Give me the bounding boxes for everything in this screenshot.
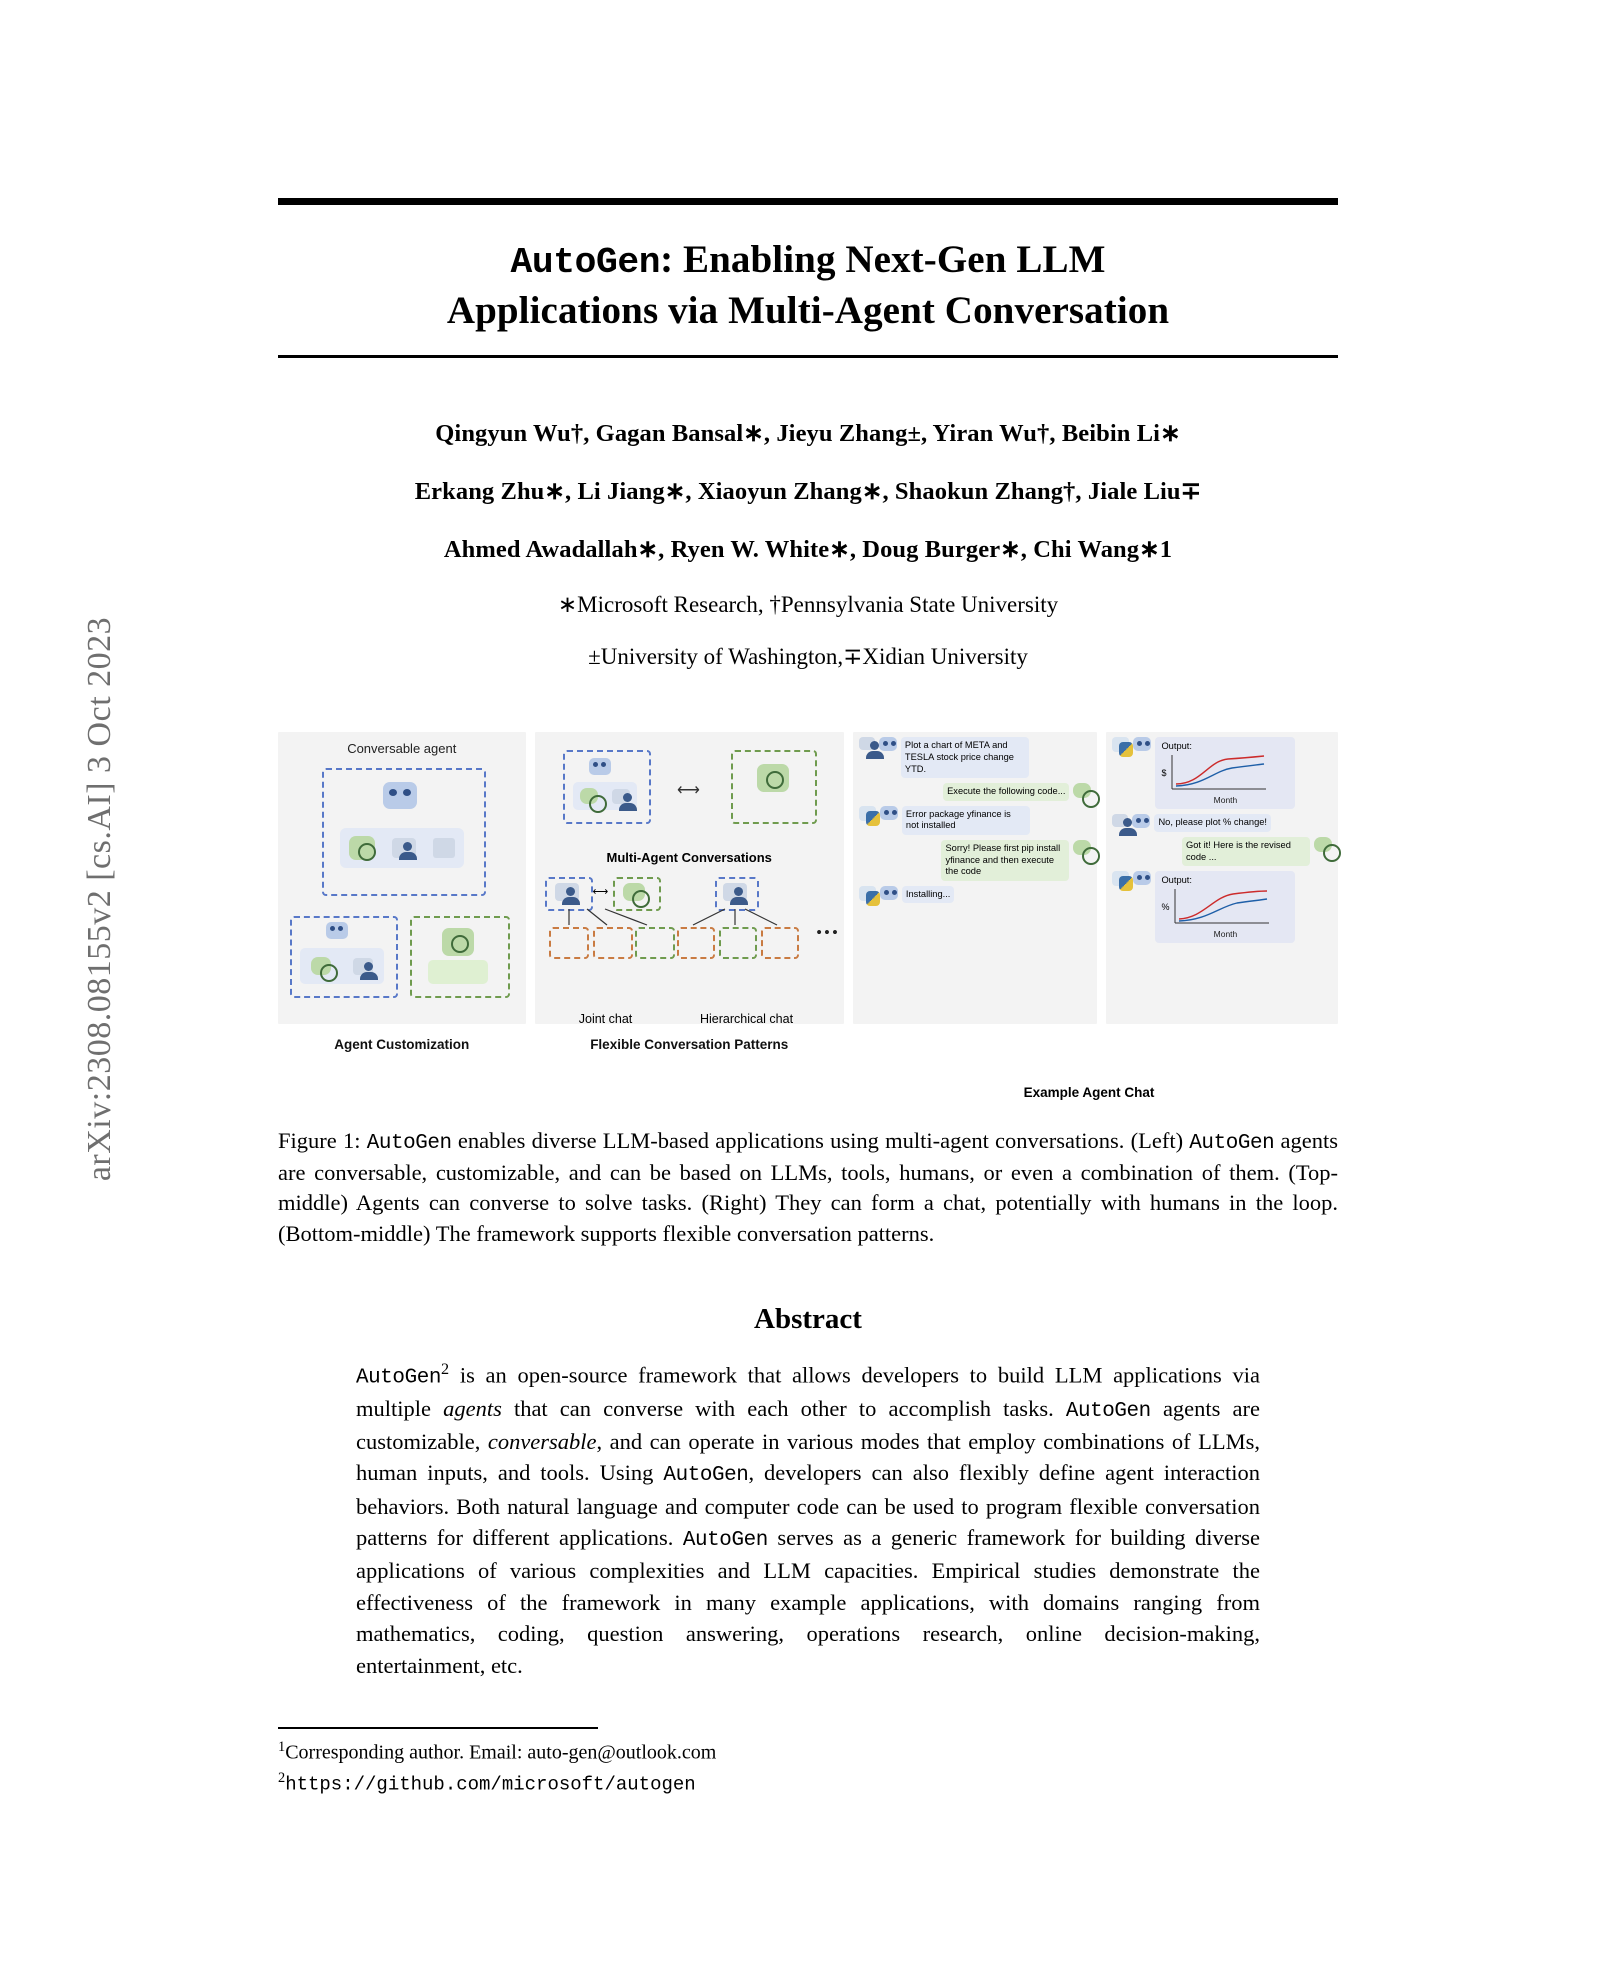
chat-row bbox=[859, 886, 1092, 904]
affiliation-line-1: ∗Microsoft Research, †Pennsylvania State University bbox=[557, 592, 1059, 618]
title-rule-top bbox=[278, 198, 1338, 205]
figure-panel-agent-customization bbox=[278, 732, 526, 1053]
affiliation-line-2: ±University of Washington,∓Xidian University bbox=[588, 644, 1028, 670]
arxiv-stamp: arXiv:2308.08155v2 [cs.AI] 3 Oct 2023 bbox=[81, 616, 118, 1182]
content-column bbox=[278, 0, 1338, 1799]
title-line1-rest: : Enabling Next-Gen LLM bbox=[660, 238, 1106, 281]
page-title bbox=[278, 235, 1338, 336]
x-axis-label: Month bbox=[1213, 795, 1238, 806]
llm-icon-2 bbox=[757, 764, 789, 792]
robot-icon-6 bbox=[880, 886, 898, 900]
panel2-caption: Flexible Conversation Patterns bbox=[590, 1037, 789, 1053]
panel2-title: Multi-Agent Conversations bbox=[606, 850, 772, 866]
panel-right-caption: Example Agent Chat bbox=[1023, 1085, 1155, 1101]
output-label-2: Output: bbox=[1161, 875, 1192, 886]
hierarchical-chat-arrows bbox=[665, 871, 815, 961]
footnote-2 bbox=[278, 1768, 1338, 1799]
footnote-2-marker: 2 bbox=[278, 1769, 286, 1786]
abstract-mono-2: AutoGen bbox=[1065, 1399, 1151, 1423]
hierarchical-chat-label: Hierarchical chat bbox=[699, 1012, 794, 1027]
title-rule-bottom bbox=[278, 355, 1338, 358]
robot-icon-5 bbox=[880, 806, 898, 820]
author-line-2: Erkang Zhu∗, Li Jiang∗, Xiaoyun Zhang∗, Shaokun Zhang†, Jiale Liu∓ bbox=[414, 478, 1202, 506]
abstract-em-1: agents bbox=[443, 1395, 502, 1421]
robot-icon-2 bbox=[326, 922, 348, 944]
figure-caption-text-1: enables diverse LLM-based applications using multi-agent conversations. (Left) bbox=[451, 1128, 1190, 1154]
title-line2: Applications via Multi-Agent Conversation bbox=[446, 289, 1170, 333]
abstract-footnote-marker: 2 bbox=[441, 1359, 450, 1378]
figure-caption-mono-1: AutoGen bbox=[366, 1132, 452, 1156]
output-label: Output: bbox=[1161, 741, 1192, 752]
author-line-1: Qingyun Wu†, Gagan Bansal∗, Jieyu Zhang±, Yiran Wu†, Beibin Li∗ bbox=[435, 420, 1181, 448]
agent-capability-row bbox=[340, 828, 464, 868]
abstract-seg-5: , developers can also flexibly define agent interaction behaviors. Both natural language and computer code can be used to program flexible conversation patterns for different applications. bbox=[356, 1460, 1261, 1551]
x-axis-label-2: Month bbox=[1213, 929, 1238, 940]
llm-icon-6 bbox=[1314, 837, 1332, 852]
user-icon-4 bbox=[1112, 814, 1128, 827]
llm-bubble bbox=[428, 960, 488, 984]
panel1-title: Conversable agent bbox=[347, 741, 457, 757]
y-axis-label: $ bbox=[1161, 768, 1167, 779]
title-mono: AutoGen bbox=[510, 242, 661, 283]
footnote-1 bbox=[278, 1737, 1338, 1768]
y-axis-label-2: % bbox=[1161, 902, 1170, 913]
footnote-rule bbox=[278, 1727, 598, 1729]
footnote-1-marker: 1 bbox=[278, 1738, 286, 1755]
footnote-1-text: Corresponding author. Email: auto-gen@outlook.com bbox=[285, 1741, 717, 1764]
chat-bubble: Installing... bbox=[902, 886, 954, 904]
joint-chat-arrows bbox=[535, 871, 685, 961]
python-icon-4 bbox=[1112, 871, 1129, 886]
abstract-heading: Abstract bbox=[754, 1302, 862, 1335]
chat-row bbox=[859, 840, 1092, 881]
abstract-em-2: conversable bbox=[487, 1428, 597, 1454]
llm-icon bbox=[442, 928, 474, 961]
python-icon-3 bbox=[1112, 737, 1129, 752]
robot-icon-9 bbox=[1133, 871, 1151, 885]
chat-row bbox=[1112, 837, 1332, 866]
user-icon-3 bbox=[859, 737, 875, 750]
plot-output-1 bbox=[1155, 737, 1295, 809]
abstract-mono-4: AutoGen bbox=[682, 1529, 768, 1553]
ellipsis: ••• bbox=[816, 923, 840, 943]
figure-caption bbox=[278, 1126, 1338, 1248]
robot-icon-4 bbox=[879, 737, 897, 751]
chat-row bbox=[1112, 871, 1332, 943]
python-icon-2 bbox=[859, 886, 876, 901]
chat-row bbox=[1112, 737, 1332, 809]
figure-caption-mono-2: AutoGen bbox=[1189, 1132, 1275, 1156]
abstract-mono-3: AutoGen bbox=[663, 1464, 749, 1488]
chat-row bbox=[1112, 814, 1332, 832]
plot-output-2 bbox=[1155, 871, 1295, 943]
robot-icon bbox=[383, 782, 417, 814]
footnotes bbox=[278, 1737, 1338, 1799]
abstract-seg-2: that can converse with each other to accomplish tasks. bbox=[501, 1395, 1066, 1421]
figure-panel-example-chat-right bbox=[1106, 732, 1338, 1024]
python-icon bbox=[859, 806, 876, 821]
chat-bubble: Execute the following code... bbox=[943, 783, 1069, 801]
double-arrow-icon-2: ⟷ bbox=[592, 886, 609, 899]
figure-caption-text-2: agents are conversable, customizable, and can be based on LLMs, tools, humans, or even a combination of them. (Top-middle) Agents can converse to solve tasks. (Right) They can form a chat, potentially with humans in the loop. (Bottom-middle) The framework supports flexible conversation patterns. bbox=[278, 1128, 1339, 1246]
llm-icon-5 bbox=[1073, 840, 1091, 855]
agent-capability-row-3 bbox=[573, 782, 637, 810]
tools-icon bbox=[433, 838, 455, 858]
double-arrow-icon: ⟷ bbox=[677, 782, 700, 800]
figure-panel-conversation-patterns bbox=[535, 732, 844, 1053]
abstract-seg-4: , and can operate in various modes that employ combinations of LLMs, human inputs, and tools. Using bbox=[356, 1428, 1260, 1486]
chat-row bbox=[859, 806, 1092, 835]
footnote-2-url[interactable]: https://github.com/microsoft/autogen bbox=[285, 1773, 696, 1796]
abstract-mono-1: AutoGen bbox=[356, 1366, 442, 1390]
line-chart-2 bbox=[1169, 885, 1275, 929]
panel1-caption: Agent Customization bbox=[334, 1037, 470, 1053]
figure-caption-label: Figure 1: bbox=[278, 1128, 361, 1154]
abstract-seg-1: is an open-source framework that allows developers to build LLM applications via multiple bbox=[356, 1362, 1260, 1421]
author-line-3: Ahmed Awadallah∗, Ryen W. White∗, Doug Burger∗, Chi Wang∗1 bbox=[443, 536, 1173, 564]
line-chart-1 bbox=[1166, 751, 1272, 795]
chat-row bbox=[859, 783, 1092, 801]
llm-icon-4 bbox=[1073, 783, 1091, 798]
figure-1 bbox=[278, 732, 1338, 1101]
chat-bubble: No, please plot % change! bbox=[1154, 814, 1271, 832]
chat-bubble: Error package yfinance is not installed bbox=[902, 806, 1030, 835]
chat-bubble: Sorry! Please first pip install yfinance and then execute the code bbox=[941, 840, 1069, 881]
chat-bubble: Got it! Here is the revised code ... bbox=[1182, 837, 1310, 866]
abstract-seg-3: agents are customizable, bbox=[356, 1395, 1260, 1454]
robot-icon-7 bbox=[1133, 737, 1151, 751]
robot-icon-8 bbox=[1132, 814, 1150, 828]
author-block bbox=[278, 418, 1338, 564]
joint-chat-label: Joint chat bbox=[578, 1012, 633, 1027]
figure-panel-example-chat-left bbox=[853, 732, 1098, 1024]
abstract-body bbox=[356, 1358, 1260, 1682]
abstract-seg-6: serves as a generic framework for building diverse applications of various complexities and LLM capacities. Empirical studies demonstrate the effectiveness of the framework in many example applications, with domains ranging from mathematics, coding, question answering, operations research, online decision-making, entertainment, etc. bbox=[356, 1525, 1261, 1678]
robot-icon-3 bbox=[589, 758, 611, 775]
chat-bubble: Plot a chart of META and TESLA stock price change YTD. bbox=[901, 737, 1029, 778]
chat-row bbox=[859, 737, 1092, 778]
agent-capability-row-2 bbox=[300, 948, 384, 984]
